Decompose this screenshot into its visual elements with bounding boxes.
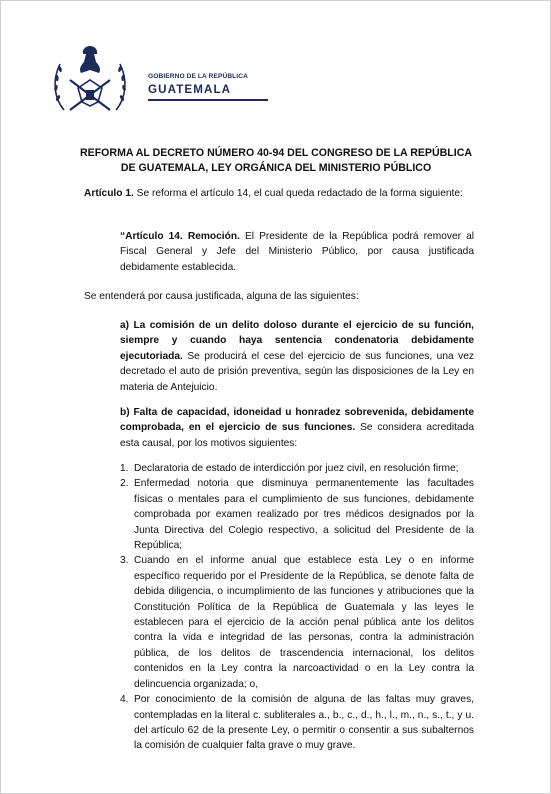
- article-14-paragraph: [120, 229, 474, 275]
- cause-a-text: Se producirá el cese del ejercicio de sus funciones, una vez decretado el auto de prisión preventiva, según las disposiciones de la Ley en materia de Antejuicio.: [120, 350, 474, 393]
- cause-b-heading: b) Falta de capacidad, idoneidad u honradez sobrevenida, debidamente comprobada, en el ejercicio de sus funciones.: [120, 407, 474, 434]
- list-item-text: Por conocimiento de la comisión de alguna de las faltas muy graves, contempladas en la literal c. subliterales a., b., c., d., h., l., m., n., s., t., y u. del artículo 62 de la presente Ley, o permitir o consentir a sus subalternos la comisión de cualquier falta grave o muy grave.: [134, 694, 474, 752]
- list-item: [120, 476, 474, 553]
- cause-a-paragraph: [120, 318, 474, 395]
- cause-b-text: Se considera acreditada esta causal, por los motivos siguientes:: [120, 422, 474, 449]
- title-line-2: DE GUATEMALA, LEY ORGÁNICA DEL MINISTERIO PÚBLICO: [120, 162, 432, 174]
- list-item-number: 2.: [120, 478, 129, 490]
- article-1-paragraph: [84, 186, 474, 201]
- list-item-text: Cuando en el informe anual que establece esta Ley o en informe específico requerido por el Presidente de la República, se denote falta de debida diligencia, o incumplimiento de las funciones y atribuciones que la Constitución Política de la República de Guatemala y las leyes le establecen para el ejercicio de la acción penal pública ante los delitos contra la vida e integridad de las personas, contra la administración pública, de los delitos de trascendencia internacional, los delitos contenidos en la Ley contra la narcoactividad o en la Ley contra la delincuencia organizada; o,: [134, 555, 474, 690]
- list-item: [120, 692, 474, 754]
- list-item-text: Declaratoria de estado de interdicción por juez civil, en resolución firme;: [134, 463, 459, 474]
- causes-intro: Se entenderá por causa justificada, alguna de las siguientes:: [84, 291, 359, 302]
- header: [48, 40, 308, 124]
- document-title: [64, 146, 488, 176]
- article-1-label: Artículo 1.: [84, 188, 134, 199]
- list-item-number: 3.: [120, 555, 129, 567]
- header-underline: [148, 99, 268, 101]
- cause-b-paragraph: [120, 405, 474, 451]
- government-label: GOBIERNO DE LA REPÚBLICA: [148, 73, 248, 80]
- article-14-text: El Presidente de la República podrá remover al Fiscal General y Jefe del Ministerio Público, por causa justificada debidamente establecida.: [120, 231, 474, 273]
- article-14-label: “Artículo 14. Remoción.: [120, 231, 240, 242]
- list-item: [120, 553, 474, 692]
- motives-list: [120, 461, 474, 754]
- cause-a-heading: a) La comisión de un delito doloso durante el ejercicio de su función, siempre y cuando haya sentencia condenatoria debidamente ejecutoriada.: [120, 320, 474, 362]
- article-1-text: Se reforma el artículo 14, el cual queda redactado de la forma siguiente:: [133, 188, 463, 199]
- list-item-number: 1.: [120, 463, 129, 474]
- guatemala-seal-icon: [48, 40, 132, 124]
- country-name: GUATEMALA: [148, 83, 232, 96]
- list-item: [120, 461, 474, 476]
- title-line-1: REFORMA AL DECRETO NÚMERO 40-94 DEL CONGRESO DE LA REPÚBLICA: [79, 147, 472, 159]
- list-item-text: Enfermedad notoria que disminuya permanentemente las facultades físicas o mentales para el cumplimiento de sus funciones, debidamente comprobada por examen realizado por tres médicos designados por la Junta Directiva del Colegio respectivo, a solicitud del Presidente de la República;: [134, 478, 474, 552]
- list-item-number: 4.: [120, 694, 129, 706]
